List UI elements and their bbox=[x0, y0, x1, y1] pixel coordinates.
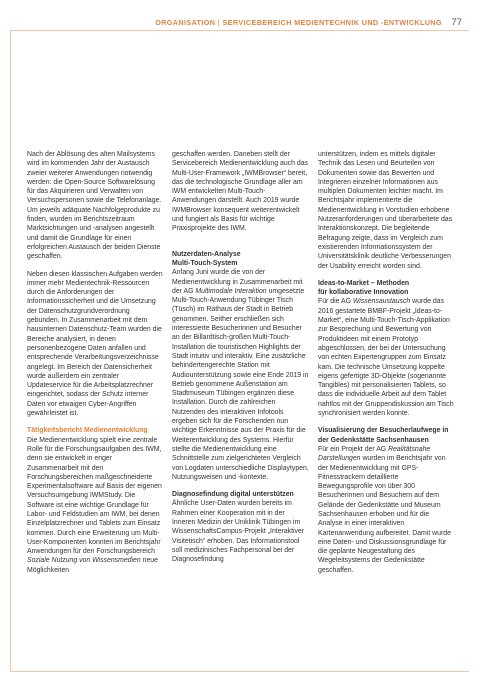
running-header bbox=[18, 17, 462, 28]
paragraph: geschaffen werden. Daneben stellt der Servicebereich Medienentwicklung auch das Multi-User-Framework „IWMBrowser“ bereit, das die technologische Grundlage aller am IWM entwickelten Multi-Touch-Anwendungen darstellt. Auch 2019 wurde IWMBrowser konsequent weiterentwickelt und fungiert als Basis für wichtige Praxisprojekte des IWM. bbox=[172, 151, 308, 233]
paragraph: Anfang Juni wurde die von der Medienentwicklung in Zusammenarbeit mit der AG Multimodale Interaktion umgesetzte Multi-Touch-Anwendung Tübinger Tisch (Tüsch) im Rathaus der Stadt in Betrieb genommen. Seither erschließen sich interessierte Besucherinnen und Besucher an der Billardtisch-großen Multi-Touch-Installation die touristischen Highlights der Stadt intuitiv und interaktiv. Eine zusätzliche behindertengerechte Station mit Audiounterstützung sowie eine Ende 2019 in Betrieb genommene Außenstation am Stadtmuseum Tübingen ergänzen diese Installation. Durch die zahlreichen Nutzenden des interaktiven Infotools ergeben sich für die Forschenden nun wichtige Erkenntnisse aus der Praxis für die Weiterentwicklung des Systems. Hierfür stellte die Medienentwicklung eine Schnittstelle zum zielgerichteten Vergleich von Logdaten unterschiedliche Displaytypen, Nutzungsweisen und -kontexte. bbox=[172, 269, 309, 481]
section-heading: Visualisierung der Besucherlaufwege in bbox=[318, 427, 449, 435]
paragraph: Nach der Ablösung des alten Mailsystems wird im kommenden Jahr der Austausch zweier weiterer Anwendungen notwendig werden: die Open-Source Softwarelösung für das Akquirieren und Verwalten von Versuchspersonen sowie die Telefonanlage. Um jeweils adäquate Nachfolgeprodukte zu finden, wurden im Berichtszeitraum Marktsichtungen und -analysen angestellt und damit die Grundlage für einen erfolgreichen Austausch der beiden Dienste geschaffen. bbox=[27, 151, 162, 261]
section-heading-line-2: für kollaborative Innovation bbox=[318, 289, 409, 297]
page-number: 77 bbox=[451, 17, 462, 28]
paragraph: Für ein Projekt der AG Realitätsnahe Darstellungen wurden im Berichtsjahr von der Medienentwicklung mit GPS-Fitnesstrackern detaillierte Bewegungsprofile von über 300 Besucherinnen und Besuchern auf dem Gelände der Gedenkstätte und Museum Sachsenhausen erhoben und für die Analyse in einer interaktiven Kartenanwendung aufbereitet. Damit wurde eine Daten- und Diskussionsgrundlage für die geplante Neugestaltung des Wegeleitsystems der Gedenkstätte geschaffen. bbox=[318, 445, 451, 574]
section-heading: Ideas-to-Market – Methoden bbox=[318, 279, 410, 287]
paragraph: Für die AG Wissensaustausch wurde das 2016 gestartete BMBF-Projekt „Ideas-to-Market“, eine Multi-Touch-Tisch-Applikation zur Besprechung und Bewertung von Produktideen mit einem Prototyp abgeschlossen, der bei der Untersuchung von echten Expertengruppen zum Einsatz kam. Die technische Umsetzung koppelte eigens gefertigte 3D-Objekte (sogenannte Tangibles) mit personalisierten Tablets, so dass die individuelle Arbeit auf dem Tablet nahtlos mit der Gruppendiskussion am Tisch synchronisiert werden konnte. bbox=[318, 298, 454, 418]
header-section: ORGANISATION bbox=[155, 18, 216, 27]
section-heading: Diagnosefindung digital unterstützen bbox=[172, 491, 294, 499]
paragraph: Ähnliche User-Daten wurden bereits im Rahmen einer Kooperation mit in der Inneren Medizin der Uniklinik Tübingen im WissenschaftsCampus-Projekt „Interaktiver Visitetisch“ erhoben. Das Informationstool soll medizinisches Fachpersonal bei der Diagnosefindung bbox=[172, 500, 305, 564]
text-column-1 bbox=[27, 150, 164, 583]
header-subsection: SERVICEBEREICH MEDIENTECHNIK UND -ENTWICKLUNG bbox=[222, 18, 443, 27]
section-heading: Tätigkeitsbericht Medienentwicklung bbox=[27, 427, 148, 435]
text-column-3 bbox=[318, 150, 455, 583]
section-heading-line-2: der Gedenkstätte Sachsenhausen bbox=[318, 436, 429, 444]
paragraph: Neben diesen klassischen Aufgaben werden immer mehr Medientechnik-Ressourcen durch die Anforderungen der Informationssicherheit und die Umsetzung der Datenschutzgrundverordnung gebunden. In Zusammenarbeit mit dem hausinternen Datenschutz-Team wurden die Bereiche analysiert, in denen personenbezogene Daten anfallen und entsprechende Verarbeitungsverzeichnisse angelegt. Im Bereich der Datensicherheit wurde außerdem ein zentraler Updateservice für die Arbeitsplatzrechner eingerichtet, sodass der Schutz interner Daten vor etwaigen Cyber-Angriffen gewährleistet ist. bbox=[27, 270, 163, 418]
paragraph: unterstützen, indem es mittels digitaler Technik das Lesen und Beurteilen von Dokumenten sowie das Bewerten und Integrieren einzelner Informationen aus multiplen Dokumenten leichter macht. Im Berichtsjahr implementierte die Medienentwicklung in Vorstudien erhobene Nutzeranforderungen und überarbeitete das Interaktionskonzept. Die begleitende Befragung zeigte, dass im Vergleich zum existierenden Informationssystem der Universitätsklinik deutliche Verbesserungen der Usability erreicht worden sind. bbox=[318, 151, 453, 270]
section-heading-line-2: Multi-Touch-System bbox=[172, 259, 238, 267]
section-heading: Nutzerdaten-Analyse bbox=[172, 250, 241, 258]
text-column-2 bbox=[172, 150, 309, 572]
header-separator: | bbox=[217, 18, 221, 27]
paragraph: Die Medienentwicklung spielt eine zentrale Rolle für die Forschungsaufgaben des IWM, denn sie entwickelt in enger Zusammenarbeit mit den Forschungsbereichen maßgeschneiderte Experimentalsoftware auf Basis der eigenen Versuchsumgebung IWMStudy. Die Software ist eine wichtige Grundlage für Labor- und Feldstudien am IWM, bei denen Einzelplatzrechner und Tablets zum Einsatz kommen. Durch eine Erweiterung um Multi-User-Komponenten konnten im Berichtsjahr Anwendungen für den Forschungsbereich Soziale Nutzung von Wissensmedien neue Möglichkeiten bbox=[27, 436, 162, 574]
